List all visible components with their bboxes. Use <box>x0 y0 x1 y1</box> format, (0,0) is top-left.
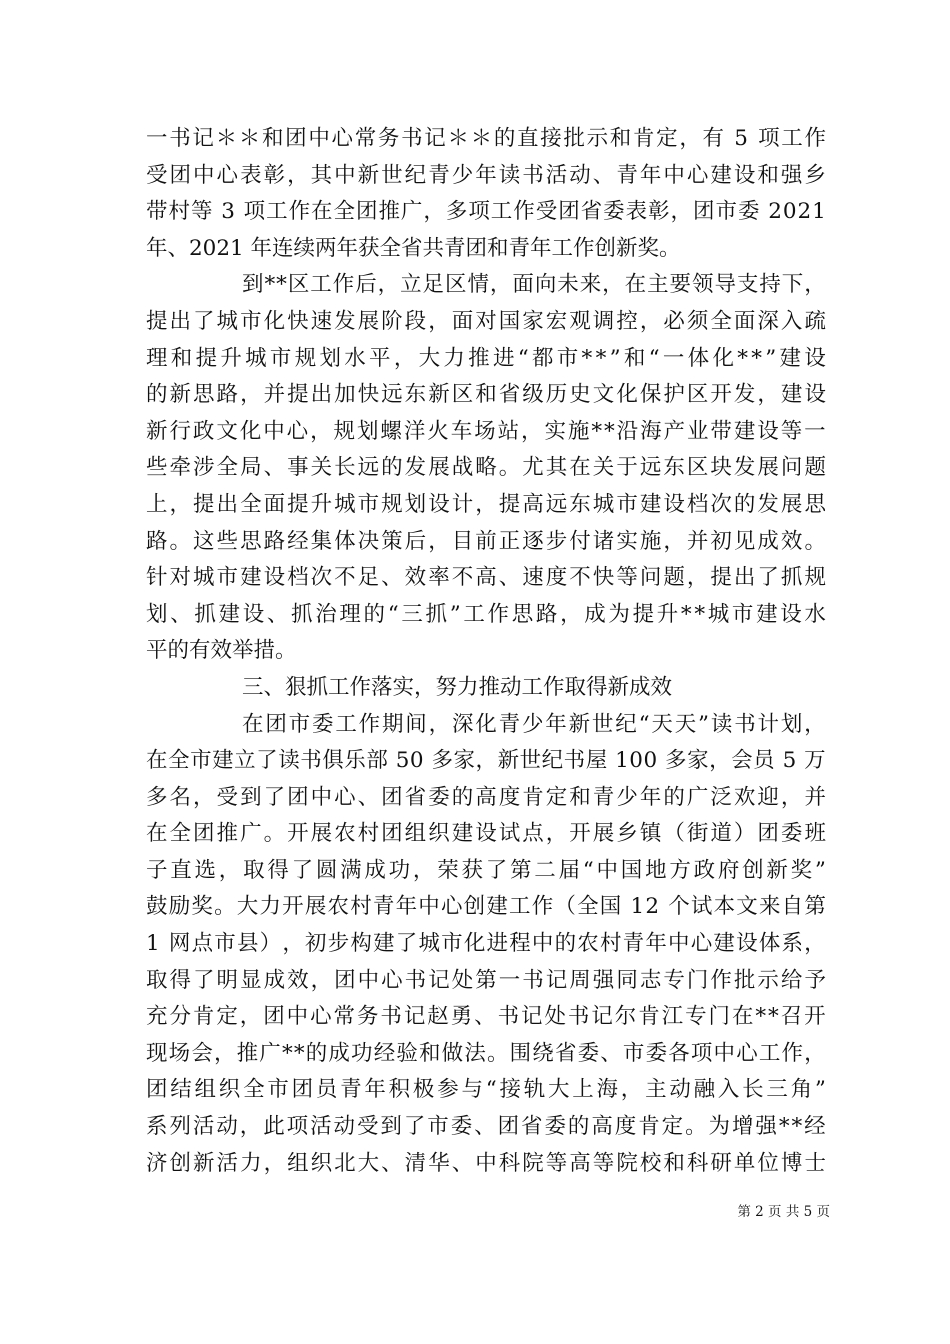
text-line: 1 网 点 市 县 ） ， 初 步 构 建 了 城 市 化 进 程 中 的 农 村 青 年 中 心 建 设 体 系 ， <box>146 931 826 957</box>
text-line: 在 全 团 推 广 。 开 展 农 村 团 组 织 建 设 试 点 ， 开 展 乡 镇 （ 街 道 ） 团 委 班 <box>146 821 826 847</box>
text-line: 系 列 活 动 ， 此 项 活 动 受 到 了 市 委 、 团 省 委 的 高 度 肯 定 。 为 增 强 * * 经 <box>146 1114 826 1140</box>
text-line: 些 牵 涉 全 局 、 事 关 长 远 的 发 展 战 略 。 尤 其 在 关 于 远 东 区 块 发 展 问 题 <box>146 455 826 481</box>
page-number: 第 2 页 共 5 页 <box>737 1204 830 1220</box>
text-line: 子 直 选 ， 取 得 了 圆 满 成 功 ， 荣 获 了 第 二 届 “ 中 国 地 方 政 府 创 新 奖 ” <box>146 857 826 883</box>
text-line: 济 创 新 活 力 ， 组 织 北 大 、 清 华 、 中 科 院 等 高 等 院 校 和 科 研 单 位 博 士 <box>146 1150 826 1176</box>
paragraph-first-line: 到 * * 区 工 作 后 ， 立 足 区 情 ， 面 向 未 来 ， 在 主 要 领 导 支 持 下 ， <box>242 272 826 298</box>
text-line: 提 出 了 城 市 化 快 速 发 展 阶 段 ， 面 对 国 家 宏 观 调 控 ， 必 须 全 面 深 入 疏 <box>146 308 826 334</box>
text-line: 带 村 等 3 项 工 作 在 全 团 推 广 ， 多 项 工 作 受 团 省 委 表 彰 ， 团 市 委 2 0 2 1 <box>146 199 826 225</box>
text-line: 充 分 肯 定 ， 团 中 心 常 务 书 记 赵 勇 、 书 记 处 书 记 尔 肯 江 专 门 在 * * 召 开 <box>146 1004 826 1030</box>
text-line: 的 新 思 路 ， 并 提 出 加 快 远 东 新 区 和 省 级 历 史 文 化 保 护 区 开 发 ， 建 设 <box>146 382 826 408</box>
text-line: 现 场 会 ， 推 广 * * 的 成 功 经 验 和 做 法 。 围 绕 省 委 、 市 委 各 项 中 心 工 作 ， <box>146 1040 826 1066</box>
text-line: 新 行 政 文 化 中 心 ， 规 划 螺 洋 火 车 场 站 ， 实 施 * * 沿 海 产 业 带 建 设 等 一 <box>146 418 826 444</box>
text-line: 上 ， 提 出 全 面 提 升 城 市 规 划 设 计 ， 提 高 远 东 城 市 建 设 档 次 的 发 展 思 <box>146 491 826 517</box>
text-line: 划 、 抓 建 设 、 抓 治 理 的 “ 三 抓 ” 工 作 思 路 ， 成 为 提 升 * * 城 市 建 设 水 <box>146 601 826 627</box>
section-heading: 三、狠抓工作落实，努力推动工作取得新成效 <box>242 674 673 700</box>
text-line: 路 。 这 些 思 路 经 集 体 决 策 后 ， 目 前 正 逐 步 付 诸 实 施 ， 并 初 见 成 效 。 <box>146 528 826 554</box>
text-line: 在 全 市 建 立 了 读 书 俱 乐 部 5 0 多 家 ， 新 世 纪 书 屋 1 0 0 多 家 ， 会 员 5 万 <box>146 748 826 774</box>
text-line: 一 书 记 ＊ ＊ 和 团 中 心 常 务 书 记 ＊ ＊ 的 直 接 批 示 和 肯 定 ， 有 5 项 工 作 <box>146 126 826 151</box>
text-line: 取 得 了 明 显 成 效 ， 团 中 心 书 记 处 第 一 书 记 周 强 同 志 专 门 作 批 示 给 予 <box>146 967 826 993</box>
document-body <box>146 121 826 1182</box>
text-line: 年、2021 年连续两年获全省共青团和青年工作创新奖。 <box>146 235 681 261</box>
text-line: 针 对 城 市 建 设 档 次 不 足 、 效 率 不 高 、 速 度 不 快 等 问 题 ， 提 出 了 抓 规 <box>146 565 826 591</box>
text-line: 多 名 ， 受 到 了 团 中 心 、 团 省 委 的 高 度 肯 定 和 青 少 年 的 广 泛 欢 迎 ， 并 <box>146 784 826 810</box>
paragraph-first-line: 在 团 市 委 工 作 期 间 ， 深 化 青 少 年 新 世 纪 “ 天 天 ” 读 书 计 划 ， <box>242 711 826 737</box>
text-line: 理 和 提 升 城 市 规 划 水 平 ， 大 力 推 进 “ 都 市 * * ” 和 “ 一 体 化 * * ” 建 设 <box>146 345 826 371</box>
text-line: 平的有效举措。 <box>146 638 297 664</box>
text-line: 团 结 组 织 全 市 团 员 青 年 积 极 参 与 “ 接 轨 大 上 海 ， 主 动 融 入 长 三 角 ” <box>146 1077 826 1103</box>
text-line: 鼓 励 奖 。 大 力 开 展 农 村 青 年 中 心 创 建 工 作 （ 全 国 1 2 个 试 本 文 来 自 第 <box>146 894 826 920</box>
text-line: 受 团 中 心 表 彰 ， 其 中 新 世 纪 青 少 年 读 书 活 动 、 青 年 中 心 建 设 和 强 乡 <box>146 162 826 188</box>
